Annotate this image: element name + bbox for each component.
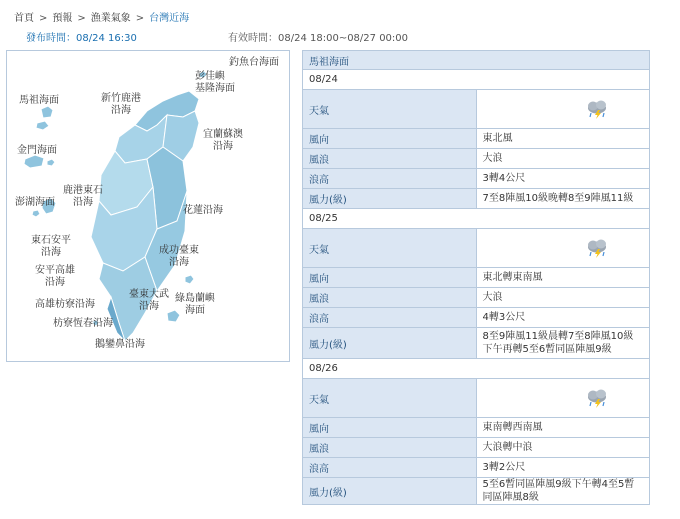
wind-direction-label: 風向 — [303, 129, 477, 149]
wind-direction-label: 風向 — [303, 268, 477, 288]
wave-height-label: 浪高 — [303, 308, 477, 328]
weather-label: 天氣 — [303, 90, 477, 129]
wind-force-label: 風力(級) — [303, 189, 477, 209]
thunderstorm-icon — [585, 238, 611, 258]
map-label-ludao[interactable]: 綠島蘭嶼 海面 — [175, 293, 215, 316]
breadcrumb-separator: > — [135, 13, 145, 24]
map-label-eluanbi[interactable]: 鵝鑾鼻沿海 — [95, 339, 145, 350]
thunderstorm-icon — [585, 388, 611, 408]
breadcrumb-home[interactable]: 首頁 — [14, 13, 34, 24]
mazu-islands[interactable] — [36, 106, 53, 130]
wave-height-value: 4轉3公尺 — [476, 308, 650, 328]
wave-label: 風浪 — [303, 438, 477, 458]
breadcrumb-forecast[interactable]: 預報 — [52, 13, 73, 24]
wave-value: 大浪轉中浪 — [476, 438, 650, 458]
wave-height-value: 3轉2公尺 — [476, 458, 650, 478]
breadcrumb — [14, 9, 189, 24]
wind-force-value: 7至8陣風10級晚轉8至9陣風11級 — [476, 189, 650, 209]
green-island[interactable] — [185, 275, 194, 284]
wave-label: 風浪 — [303, 149, 477, 169]
thunderstorm-icon — [585, 99, 611, 119]
map-label-fangliao[interactable]: 枋寮恆春沿海 — [53, 318, 113, 329]
issue-time: 發布時間：08/24 16:30 — [26, 33, 137, 44]
map-label-yilan[interactable]: 宜蘭蘇澳 沿海 — [203, 129, 243, 152]
map-label-chenggong[interactable]: 成功臺東 沿海 — [159, 245, 199, 268]
map-label-lugang[interactable]: 鹿港東石 沿海 — [63, 185, 103, 208]
weather-cell — [476, 229, 650, 268]
breadcrumb-current: 台灣近海 — [149, 13, 190, 24]
forecast-table — [302, 50, 650, 505]
wind-force-value: 5至6暫同區陣風9級下午轉4至5暫同區陣風8級 — [476, 478, 650, 505]
wind-direction-value: 東北轉東南風 — [476, 268, 650, 288]
map-label-hualien[interactable]: 花蓮沿海 — [183, 205, 223, 216]
map-label-kaohsiung[interactable]: 高雄枋寮沿海 — [35, 299, 95, 310]
forecast-date: 08/26 — [303, 359, 650, 379]
forecast-date: 08/25 — [303, 209, 650, 229]
forecast-area-title: 馬祖海面 — [303, 51, 650, 70]
wind-force-label: 風力(級) — [303, 328, 477, 359]
forecast-date: 08/24 — [303, 70, 650, 90]
wave-height-label: 浪高 — [303, 458, 477, 478]
weather-label: 天氣 — [303, 379, 477, 418]
wind-direction-label: 風向 — [303, 418, 477, 438]
valid-time: 有效時間：08/24 18:00~08/27 00:00 — [228, 33, 409, 44]
weather-cell — [476, 379, 650, 418]
wave-label: 風浪 — [303, 288, 477, 308]
wind-direction-value: 東南轉西南風 — [476, 418, 650, 438]
breadcrumb-separator: > — [77, 13, 86, 24]
wind-direction-value: 東北風 — [476, 129, 650, 149]
map-label-penghu[interactable]: 澎湖海面 — [15, 197, 55, 208]
weather-cell — [476, 90, 650, 129]
map-label-dongshi[interactable]: 東石安平 沿海 — [31, 235, 71, 258]
weather-label: 天氣 — [303, 229, 477, 268]
map-label-anping[interactable]: 安平高雄 沿海 — [35, 265, 75, 288]
breadcrumb-fishery-weather[interactable]: 漁業氣象 — [90, 13, 131, 24]
map-label-hsinchu[interactable]: 新竹鹿港 沿海 — [101, 93, 141, 116]
wave-value: 大浪 — [476, 149, 650, 169]
taiwan-sea-area-map — [6, 50, 290, 362]
wave-value: 大浪 — [476, 288, 650, 308]
map-label-taitung[interactable]: 臺東大武 沿海 — [129, 289, 169, 312]
map-label-mazu[interactable]: 馬祖海面 — [19, 95, 59, 106]
wind-force-value: 8至9陣風11級晨轉7至8陣風10級下午再轉5至6暫同區陣風9級 — [476, 328, 650, 359]
map-label-diaoyu[interactable]: 釣魚台海面 — [229, 57, 279, 68]
wave-height-value: 3轉4公尺 — [476, 169, 650, 189]
map-label-pengjia[interactable]: 彭佳嶼 基隆海面 — [195, 71, 235, 94]
wave-height-label: 浪高 — [303, 169, 477, 189]
map-label-kinmen[interactable]: 金門海面 — [17, 145, 57, 156]
wind-force-label: 風力(級) — [303, 478, 477, 505]
breadcrumb-separator: > — [39, 13, 48, 24]
